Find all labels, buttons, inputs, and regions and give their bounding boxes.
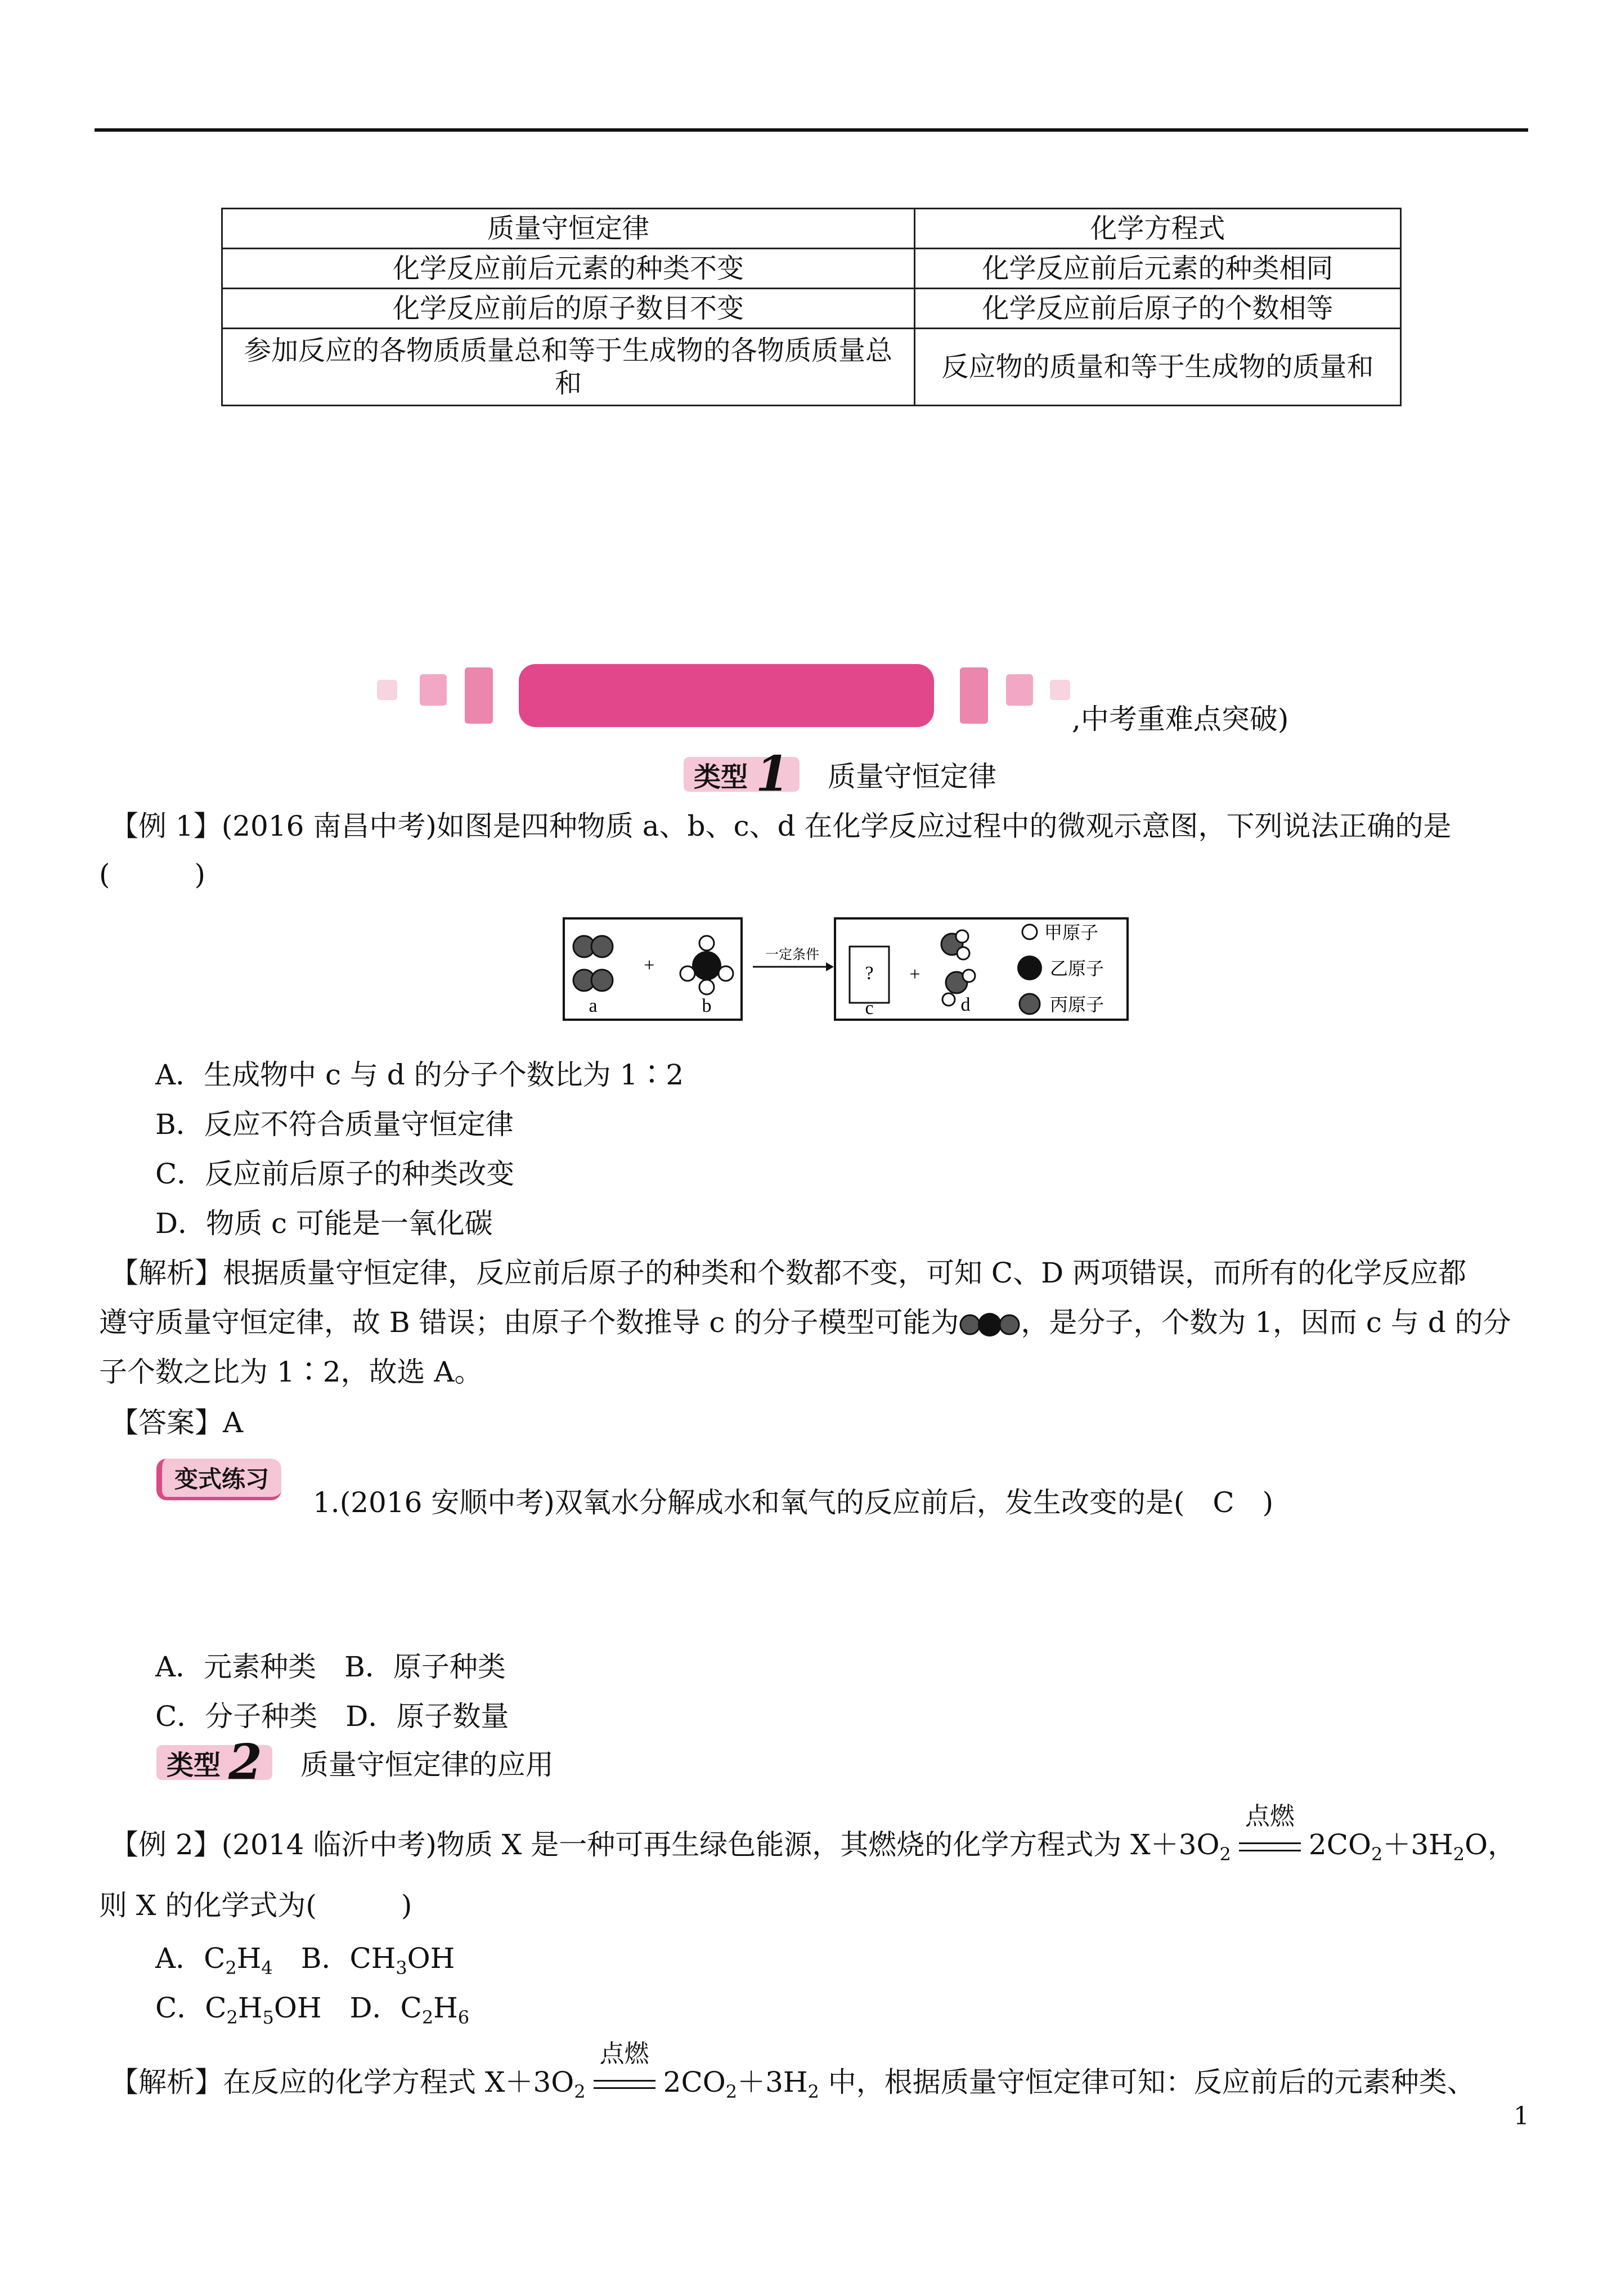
label-b: b bbox=[702, 995, 712, 1016]
variant-practice-tag bbox=[156, 1459, 281, 1500]
equation-text: O， bbox=[1465, 1828, 1516, 1861]
table-cell: 化学反应前后原子的个数相等 bbox=[915, 289, 1401, 329]
equation-text: ＋3H bbox=[1382, 1828, 1453, 1861]
subscript: 6 bbox=[457, 2007, 470, 2028]
subscript: 2 bbox=[226, 2007, 238, 2028]
option-text: H bbox=[433, 1992, 458, 2024]
legend-marker-c bbox=[1020, 994, 1040, 1014]
page-number: 1 bbox=[1514, 2102, 1529, 2131]
table-header-cell: 化学方程式 bbox=[915, 209, 1401, 249]
option-text: H bbox=[237, 1992, 263, 2024]
condition-label: 点燃 bbox=[1245, 1802, 1295, 1831]
type-badge bbox=[684, 746, 800, 802]
option-line bbox=[155, 1936, 455, 1979]
option-text: B．CH bbox=[272, 1942, 396, 1975]
subscript: 2 bbox=[1371, 1844, 1383, 1865]
option-b: B．反应不符合质量守恒定律 bbox=[155, 1108, 514, 1141]
equation-text: 2CO bbox=[1308, 1828, 1371, 1861]
label-a: a bbox=[589, 995, 598, 1016]
analysis-text: 中，根据质量守恒定律可知：反应前后的元素种类、 bbox=[819, 2066, 1475, 2098]
condition-label: 点燃 bbox=[599, 2039, 649, 2068]
example-question bbox=[110, 1802, 1516, 1865]
reaction-condition bbox=[586, 2039, 663, 2098]
variant-tag-label: 变式练习 bbox=[156, 1459, 281, 1500]
plus-sign: + bbox=[644, 955, 655, 976]
subscript: 2 bbox=[1453, 1844, 1465, 1865]
subscript: 2 bbox=[225, 1957, 237, 1979]
table-row bbox=[222, 329, 1401, 406]
unknown-mark: ? bbox=[865, 963, 874, 984]
subscript: 2 bbox=[807, 2081, 819, 2102]
equation-text: 【例 2】(2014 临沂中考)物质 X 是一种可再生绿色能源，其燃烧的化学方程式为 X＋3O bbox=[110, 1828, 1220, 1861]
equal-sign bbox=[594, 2080, 655, 2089]
analysis-line: 【解析】根据质量守恒定律，反应前后原子的种类和个数都不变，可知 C、D 两项错误，而所有的化学反应都 bbox=[110, 1257, 1467, 1289]
analysis-text: 【解析】在反应的化学方程式 X＋3O bbox=[110, 2066, 574, 2098]
plus-sign: + bbox=[909, 964, 920, 985]
arrow-head bbox=[826, 962, 834, 971]
option-text: D．C bbox=[321, 1992, 422, 2024]
banner-bar bbox=[519, 664, 934, 727]
subscript: 5 bbox=[262, 2007, 274, 2028]
table-row bbox=[222, 289, 1401, 329]
type-badge-number: 2 bbox=[228, 1734, 262, 1791]
option-text: H bbox=[236, 1942, 262, 1975]
option-text: OH bbox=[273, 1992, 322, 2024]
equal-sign bbox=[1239, 1842, 1301, 1851]
reaction-condition bbox=[1231, 1802, 1309, 1861]
table-cell: 化学反应前后元素的种类相同 bbox=[915, 249, 1401, 289]
option-line bbox=[155, 1985, 469, 2028]
option-a: A．生成物中 c 与 d 的分子个数比为 1∶2 bbox=[155, 1059, 684, 1091]
analysis-line: 子个数之比为 1∶2，故选 A。 bbox=[99, 1356, 483, 1388]
subscript: 4 bbox=[261, 1957, 273, 1979]
molecule-b bbox=[680, 936, 733, 994]
label-d: d bbox=[960, 994, 971, 1015]
banner-decor-square bbox=[960, 667, 988, 724]
analysis-line bbox=[99, 1300, 1511, 1340]
legend-label: 丙原子 bbox=[1050, 994, 1104, 1015]
legend-label: 乙原子 bbox=[1050, 958, 1104, 979]
table-cell: 参加反应的各物质质量总和等于生成物的各物质质量总和 bbox=[222, 329, 915, 406]
header-rule bbox=[95, 128, 1528, 132]
table-cell: 化学反应前后的原子数目不变 bbox=[222, 289, 915, 329]
option-text: C．C bbox=[155, 1992, 227, 2024]
type-badge-number: 1 bbox=[756, 746, 789, 802]
table-header-row bbox=[222, 209, 1401, 249]
table-row bbox=[222, 249, 1401, 289]
legend-marker-a bbox=[1022, 925, 1037, 939]
banner-decor-square bbox=[1006, 674, 1033, 706]
subscript: 2 bbox=[421, 2007, 434, 2028]
equation-text: ＋3H bbox=[737, 2066, 808, 2098]
table-cell: 反应物的质量和等于生成物的质量和 bbox=[915, 329, 1401, 406]
type-heading bbox=[156, 1734, 554, 1791]
equation-text: 2CO bbox=[663, 2066, 726, 2098]
practice-question: 1.(2016 安顺中考)双氧水分解成水和氧气的反应前后，发生改变的是( C ) bbox=[313, 1486, 1274, 1519]
option-d: D．物质 c 可能是一氧化碳 bbox=[155, 1207, 493, 1240]
type-heading bbox=[684, 746, 996, 802]
banner-decor-square bbox=[420, 674, 447, 706]
table-header-cell: 质量守恒定律 bbox=[222, 209, 915, 249]
example-question: 【例 1】(2016 南昌中考)如图是四种物质 a、b、c、d 在化学反应过程中的微观示意图，下列说法正确的是 bbox=[110, 810, 1452, 842]
molecule-model-icon bbox=[959, 1311, 1021, 1339]
table-cell: 化学反应前后元素的种类不变 bbox=[222, 249, 915, 289]
option-text: A．C bbox=[155, 1942, 226, 1975]
reaction-diagram bbox=[563, 917, 1137, 1024]
banner-decor-square bbox=[1050, 680, 1070, 700]
subscript: 2 bbox=[574, 2081, 586, 2102]
type-title: 质量守恒定律 bbox=[827, 760, 996, 793]
type-title: 质量守恒定律的应用 bbox=[300, 1748, 554, 1781]
banner-decor-square bbox=[377, 680, 397, 700]
analysis-line bbox=[110, 2039, 1475, 2102]
legend-marker-b bbox=[1017, 956, 1042, 980]
banner-text: ,中考重难点突破) bbox=[1072, 703, 1289, 736]
comparison-table bbox=[221, 208, 1402, 406]
subscript: 2 bbox=[1219, 1844, 1231, 1865]
arrow-condition: 一定条件 bbox=[765, 947, 819, 962]
answer-blank: ( ) bbox=[99, 858, 206, 891]
legend bbox=[1017, 922, 1104, 1015]
answer-line: 【答案】A bbox=[110, 1406, 244, 1439]
answer-blank: 则 X 的化学式为( ) bbox=[99, 1889, 412, 1922]
legend-label: 甲原子 bbox=[1044, 922, 1099, 943]
analysis-text: ，是分子，个数为 1，因而 c 与 d 的分 bbox=[1021, 1306, 1511, 1339]
practice-options: A．元素种类 B．原子种类 bbox=[155, 1651, 506, 1683]
molecule-a bbox=[573, 936, 613, 991]
subscript: 3 bbox=[396, 1957, 407, 1979]
label-c: c bbox=[865, 998, 874, 1019]
type-badge-word: 类型 bbox=[167, 1749, 221, 1781]
banner-decor-square bbox=[465, 667, 493, 724]
type-badge-word: 类型 bbox=[694, 761, 748, 793]
subscript: 2 bbox=[725, 2081, 738, 2102]
option-c: C．反应前后原子的种类改变 bbox=[155, 1158, 515, 1190]
option-text: OH bbox=[407, 1942, 455, 1975]
practice-options: C．分子种类 D．原子数量 bbox=[155, 1700, 509, 1733]
analysis-text: 遵守质量守恒定律，故 B 错误；由原子个数推导 c 的分子模型可能为 bbox=[99, 1306, 959, 1339]
type-badge bbox=[156, 1734, 272, 1791]
